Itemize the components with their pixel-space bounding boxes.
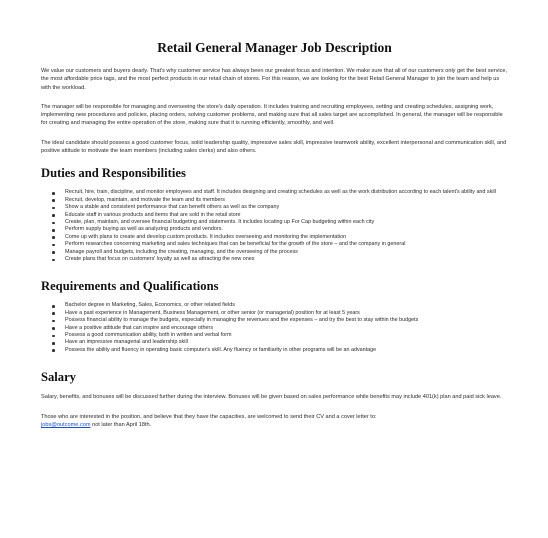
list-item: Perform supply buying as well as analyzing products and vendors. bbox=[41, 226, 508, 233]
duties-list bbox=[41, 189, 508, 263]
list-item: Have a past experience in Management, Business Management, or other senior (or managerial) position for at least 5 years bbox=[41, 310, 508, 317]
contact-suffix: not later than April 18th. bbox=[90, 421, 152, 428]
intro-paragraph: We value our customers and buyers dearly. That's why customer service has always been our greatest focus and intention. We make sure that all of our customers only get the best service, the most affordable price tags, and the most perfect products in our retail chain of stores. For this reason, we are looking for the best Retail General Manager to join the team and help us with the workload. bbox=[41, 68, 508, 91]
list-item: Perform researches concerning marketing and sales techniques that can be beneficial for the growth of the store – and the company in general bbox=[41, 241, 508, 248]
list-item: Come up with plans to create and develop custom products. It includes overseeing and monitoring the implementation bbox=[41, 234, 508, 241]
salary-heading: Salary bbox=[41, 370, 76, 385]
list-item: Possess the ability and fluency in operating basic computer's skill. Any fluency or familiarity in other programs will be an advantage bbox=[41, 347, 508, 354]
list-item: Create plans that focus on customers' loyalty as well as attracting the new ones bbox=[41, 256, 508, 263]
list-item: Have a positive attitude that can inspire and encourage others bbox=[41, 325, 508, 332]
requirements-list bbox=[41, 302, 508, 354]
list-item: Recruit, develop, maintain, and motivate the team and its members bbox=[41, 197, 508, 204]
salary-paragraph: Salary, benefits, and bonuses will be discussed further during the interview. Bonuses will be given based on sales performance while benefits may include 401(k) plan and paid sick leave. bbox=[41, 394, 502, 401]
duties-heading: Duties and Responsibilities bbox=[41, 166, 186, 181]
list-item: Show a stable and consistent performance that can benefit others as well as the company bbox=[41, 204, 508, 211]
email-link[interactable]: jobs@outcome.com bbox=[41, 421, 91, 428]
list-item: Create, plan, maintain, and oversee financial budgeting and statements. It includes locating up For Cap budgeting within each city bbox=[41, 219, 508, 226]
document-title: Retail General Manager Job Description bbox=[157, 40, 392, 55]
list-item: Manage payroll and budgets, including the creating, managing, and the overseeing of the process bbox=[41, 249, 508, 256]
ideal-candidate-paragraph: The ideal candidate should possess a good customer focus, solid leadership quality, impressive sales skill, impressive teamwork ability, excellent interpersonal and communication skill, and positive attitude to motivate the team members (including sales clerks) and also others. bbox=[41, 139, 507, 155]
contact-paragraph bbox=[41, 413, 508, 430]
list-item: Educate staff in various products and items that are sold in the retail store bbox=[41, 212, 508, 219]
list-item: Have an impressive managerial and leadership skill bbox=[41, 339, 508, 346]
manager-paragraph: The manager will be responsible for managing and overseeing the store's daily operation. It includes training and recruiting employees, setting and creating schedules, assigning work, implementing new procedures and policies, placing orders, solving customer problems, and making sure that all sales target are accomplished. In general, the manager will be responsible for creating and managing the entire operation of the store, making sure that it is running efficiently, smoothly, and well. bbox=[41, 103, 503, 127]
list-item: Possess a good communication ability, both in written and verbal form bbox=[41, 332, 508, 339]
requirements-heading: Requirements and Qualifications bbox=[41, 279, 219, 294]
contact-prefix: Those who are interested in the position, and believe that they have the capacities, are welcomed to send their CV and a cover letter to: bbox=[41, 413, 377, 420]
list-item: Bachelor degree in Marketing, Sales, Economics, or other related fields bbox=[41, 302, 508, 309]
list-item: Possess financial ability to manage the budgets, especially in managing the revenues and the expenses – and try the best to stay within the budgets bbox=[41, 317, 508, 324]
list-item: Recruit, hire, train, discipline, and monitor employees and staff. It includes designing and creating schedules as well as the work distribution according to each talent's ability and skill bbox=[41, 189, 508, 196]
